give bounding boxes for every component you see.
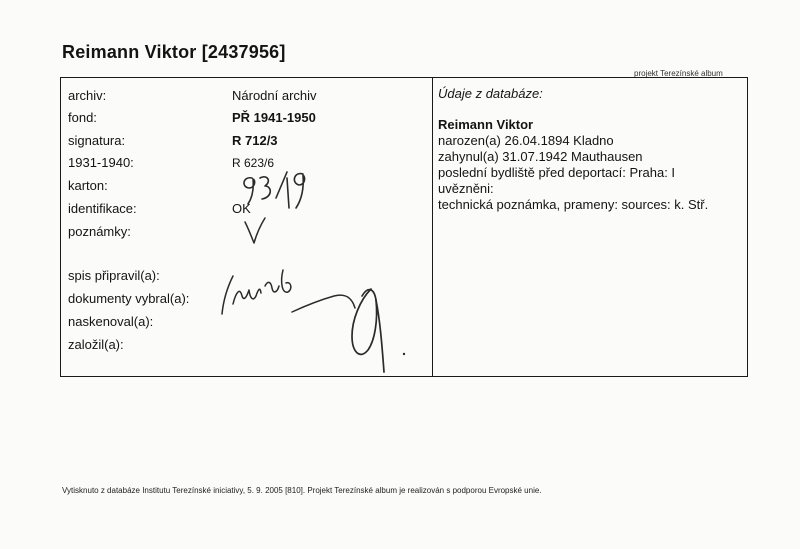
record-title: Reimann Viktor [2437956] [62, 42, 286, 62]
technical-note-line: technická poznámka, prameny: sources: k. Stř. [438, 197, 709, 212]
person-name: Reimann Viktor [438, 117, 534, 132]
label-karton: karton: [68, 178, 108, 193]
label-fond: fond: [68, 110, 97, 125]
label-zalozil: založil(a): [68, 337, 124, 352]
value-fond: PŘ 1941-1950 [232, 110, 316, 125]
value-signatura: R 712/3 [232, 133, 278, 148]
karton-handwritten-number [244, 172, 305, 208]
footer-note: Vytisknuto z databáze Institutu Terezínské iniciativy, 5. 9. 2005 [810]. Projekt Terezínské album je realizován s podporou Evropské unie. [62, 486, 542, 495]
died-line: zahynul(a) 31.07.1942 Mauthausen [438, 149, 643, 164]
database-heading: Údaje z databáze: [438, 86, 543, 101]
label-signatura: signatura: [68, 133, 126, 148]
check-mark [245, 218, 265, 243]
project-label: projekt Terezínské album [634, 69, 723, 78]
label-poznamky: poznámky: [68, 224, 131, 239]
label-archiv: archiv: [68, 88, 107, 103]
value-identifikace: OK [232, 201, 251, 216]
label-identifikace: identifikace: [68, 201, 137, 216]
imprisoned-line: uvězněni: [438, 181, 494, 196]
label-dokumenty-vybral: dokumenty vybral(a): [68, 291, 190, 306]
residence-line: poslední bydliště před deportací: Praha: I [438, 165, 676, 180]
label-naskenoval: naskenoval(a): [68, 314, 154, 329]
staff-signature [222, 270, 405, 372]
label-1931-1940: 1931-1940: [68, 155, 134, 170]
value-1931-1940: R 623/6 [232, 156, 275, 170]
born-line: narozen(a) 26.04.1894 Kladno [438, 133, 614, 148]
value-archiv: Národní archiv [232, 88, 317, 103]
label-spis-pripravil: spis připravil(a): [68, 268, 160, 283]
